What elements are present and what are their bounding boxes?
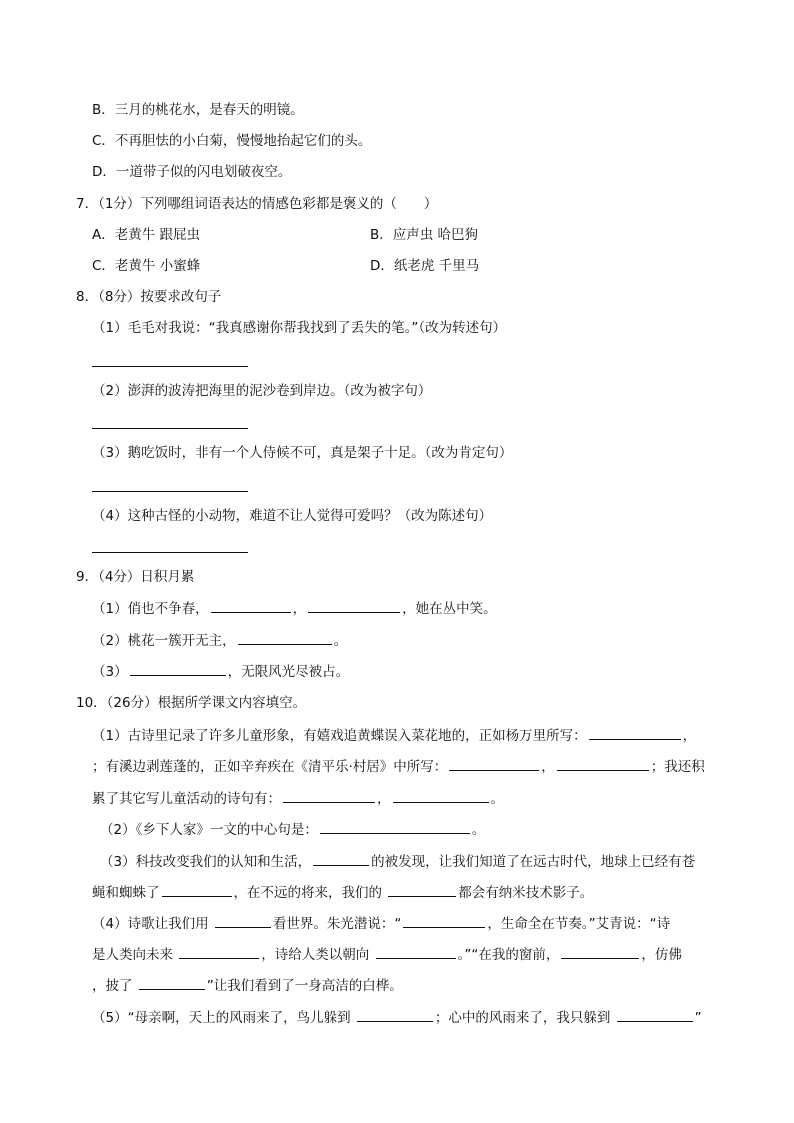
q10-p1-text-h: 。 xyxy=(490,791,504,807)
q10-p4-text-b: 看世界。朱光潜说：“ xyxy=(272,916,402,932)
q9-line-2-text-a: （2）桃花一簇开无主， xyxy=(92,633,236,649)
q10-p1-line-2 xyxy=(92,756,705,777)
q7-option-b: B．应声虫 哈巴狗 xyxy=(370,227,479,243)
q10-p4-text-d: 是人类向未来 xyxy=(92,947,178,963)
fill-blank[interactable] xyxy=(308,598,400,613)
q7-stem: 7．（1分）下列哪组词语表达的情感色彩都是褒义的（ ） xyxy=(76,196,438,212)
q10-p2-text-b: 。 xyxy=(471,822,486,838)
q10-p1-line-3 xyxy=(92,788,504,809)
q10-p5-text-c: ” xyxy=(694,1010,702,1026)
q10-p3-text-c: 蝇和蜘蛛了 xyxy=(92,885,160,901)
q10-p1-text-b: ， xyxy=(682,728,697,744)
fill-blank[interactable] xyxy=(557,756,649,771)
q10-p1-text-f: 累了其它写儿童活动的诗句有： xyxy=(92,791,281,807)
q9-line-2 xyxy=(92,630,347,651)
fill-blank[interactable] xyxy=(589,725,681,740)
q10-p4-text-e: ，诗给人类以朝向 xyxy=(261,947,374,963)
q9-line-1-text-c: ，她在丛中笑。 xyxy=(402,601,497,617)
q10-p3-text-a: （3）科技改变我们的认知和生活， xyxy=(100,854,312,870)
q8-sentence-1: （1）毛毛对我说：“我真感谢你帮我找到了丢失的笔。”（改为转述句） xyxy=(92,320,507,336)
q7-option-a: A．老黄牛 跟屁虫 xyxy=(92,227,201,243)
fill-blank[interactable] xyxy=(449,756,539,771)
q10-p1-text-e: ；我还积 xyxy=(650,759,705,775)
fill-blank[interactable] xyxy=(376,944,456,959)
fill-blank[interactable] xyxy=(313,851,369,866)
q9-line-2-text-b: 。 xyxy=(333,633,348,649)
q10-p4-text-c: ，生命全在节奏。”艾青说：“诗 xyxy=(487,916,671,932)
fill-blank[interactable] xyxy=(283,788,375,803)
q7-option-c: C．老黄牛 小蜜蜂 xyxy=(92,258,201,274)
q9-line-3 xyxy=(92,661,349,682)
q10-p2-text-a: （2）《乡下人家》一文的中心句是： xyxy=(100,822,318,838)
fill-blank[interactable] xyxy=(179,944,259,959)
q10-p3-text-d: ，在不远的将来，我们的 xyxy=(233,885,387,901)
q8-answer-line-1[interactable] xyxy=(92,366,248,367)
q10-p1-text-a: （1）古诗里记录了许多儿童形象，有嬉戏追黄蝶误入菜花地的，正如杨万里所写： xyxy=(92,728,587,744)
q9-stem: 9．（4分）日积月累 xyxy=(76,569,195,585)
q10-p3-text-b: 的被发现，让我们知道了在远古时代，地球上已经有苍 xyxy=(371,854,696,870)
q10-p1-text-d: ， xyxy=(541,759,555,775)
fill-blank[interactable] xyxy=(393,788,489,803)
fill-blank[interactable] xyxy=(357,1007,433,1022)
q10-p1-line-1 xyxy=(92,725,696,746)
q6-option-b: B．三月的桃花水，是春天的明镜。 xyxy=(92,102,304,118)
fill-blank[interactable] xyxy=(211,598,291,613)
q9-line-1-text-b: ， xyxy=(292,601,307,617)
q10-stem: 10．（26分）根据所学课文内容填空。 xyxy=(76,695,307,711)
fill-blank[interactable] xyxy=(403,913,485,928)
q10-p4-line-3 xyxy=(92,975,403,996)
q8-answer-line-4[interactable] xyxy=(92,552,248,553)
q7-option-d: D．纸老虎 千里马 xyxy=(370,258,480,274)
q10-p3-line-1 xyxy=(100,851,695,872)
q10-p4-line-2 xyxy=(92,944,682,965)
q10-p4-line-1 xyxy=(92,913,670,934)
q10-p4-text-i: ”让我们看到了一身高洁的白桦。 xyxy=(206,978,403,994)
q9-line-3-text-a: （3） xyxy=(92,664,128,680)
q10-p3-text-e: 都会有纳米技术影子。 xyxy=(458,885,594,901)
fill-blank[interactable] xyxy=(130,661,226,676)
q10-p4-text-a: （4）诗歌让我们用 xyxy=(92,916,213,932)
q8-answer-line-2[interactable] xyxy=(92,428,248,429)
fill-blank[interactable] xyxy=(139,975,205,990)
fill-blank[interactable] xyxy=(561,944,639,959)
fill-blank[interactable] xyxy=(320,819,470,834)
q10-p4-text-h: ，披了 xyxy=(92,978,137,994)
q6-option-d: D．一道带子似的闪电划破夜空。 xyxy=(92,164,292,180)
q9-line-3-text-b: ，无限风光尽被占。 xyxy=(227,664,350,680)
q6-option-c: C．不再胆怯的小白菊，慢慢地抬起它们的头。 xyxy=(92,133,372,149)
q10-p5-line xyxy=(92,1007,702,1028)
fill-blank[interactable] xyxy=(617,1007,693,1022)
q10-p1-text-c: ；有溪边剥莲蓬的，正如辛弃疾在《清平乐·村居》中所写： xyxy=(92,759,448,775)
q10-p3-line-2 xyxy=(92,882,593,903)
q8-sentence-2: （2）澎湃的波涛把海里的泥沙卷到岸边。（改为被字句） xyxy=(92,383,432,399)
fill-blank[interactable] xyxy=(238,630,332,645)
fill-blank[interactable] xyxy=(388,882,456,897)
q8-stem: 8．（8分）按要求改句子 xyxy=(76,289,222,305)
q8-sentence-4: （4）这种古怪的小动物，难道不让人觉得可爱吗？（改为陈述句） xyxy=(92,508,493,524)
q9-line-1-text-a: （1）俏也不争春， xyxy=(92,601,209,617)
q10-p2-line xyxy=(100,819,485,840)
q8-sentence-3: （3）鹅吃饭时，非有一个人侍候不可，真是架子十足。（改为肯定句） xyxy=(92,445,513,461)
q10-p1-text-g: ， xyxy=(377,791,391,807)
q10-p4-text-f: 。”“在我的窗前， xyxy=(457,947,560,963)
q10-p4-text-g: ，仿佛 xyxy=(641,947,682,963)
fill-blank[interactable] xyxy=(215,913,271,928)
q10-p5-text-b: ；心中的风雨来了，我只躲到 xyxy=(434,1010,615,1026)
fill-blank[interactable] xyxy=(162,882,232,897)
q10-p5-text-a: （5）“母亲啊，天上的风雨来了，鸟儿躲到 xyxy=(92,1010,355,1026)
q8-answer-line-3[interactable] xyxy=(92,491,248,492)
q9-line-1 xyxy=(92,598,497,619)
